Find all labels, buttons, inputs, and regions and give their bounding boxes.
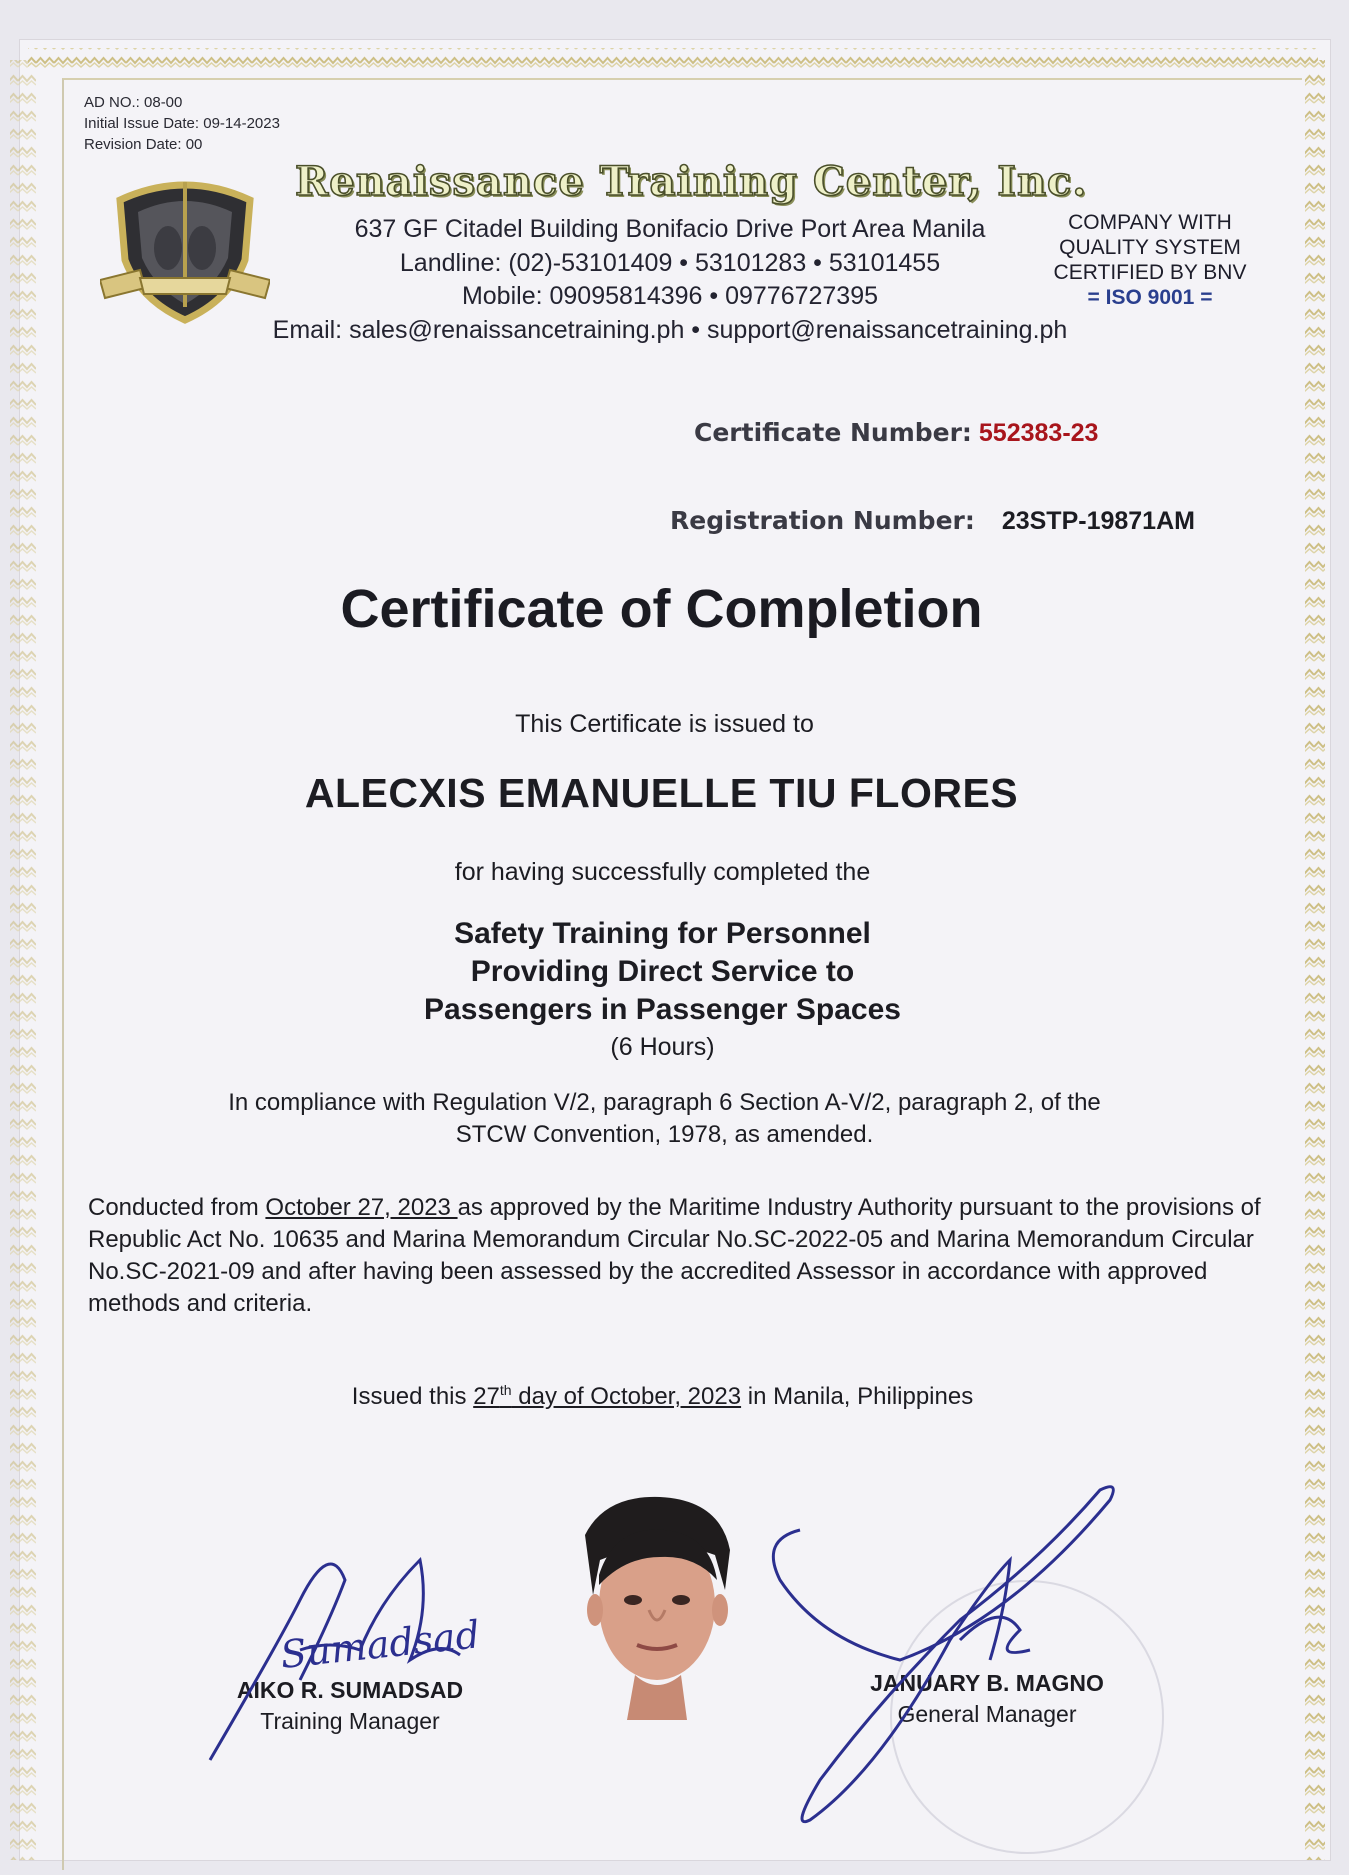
conducted-prefix: Conducted from xyxy=(88,1194,266,1221)
company-name: Renaissance Training Center, Inc. xyxy=(295,158,1088,205)
iso-badge: = ISO 9001 = xyxy=(1087,286,1213,309)
signer-training-manager xyxy=(225,1677,475,1735)
completed-text: for having successfully completed the xyxy=(454,858,871,886)
conducted-paragraph xyxy=(88,1192,1268,1320)
course-line-3: Passengers in Passenger Spaces xyxy=(424,993,901,1026)
signer-name: AIKO R. SUMADSAD xyxy=(236,1677,464,1703)
certificate-title: Certificate of Completion xyxy=(340,579,983,639)
conducted-date: October 27, 2023 xyxy=(265,1194,458,1221)
signer-title: General Manager xyxy=(897,1701,1077,1727)
company-landline: Landline: (02)-53101409 • 53101283 • 53101455 xyxy=(399,249,941,277)
issued-day-date xyxy=(473,1383,741,1410)
document-control-info xyxy=(84,92,280,155)
company-mobile: Mobile: 09095814396 • 09776727395 xyxy=(461,282,879,310)
certificate-number-row xyxy=(694,418,1098,448)
issued-day-suffix: th xyxy=(499,1382,512,1398)
initial-issue-date: Initial Issue Date: 09-14-2023 xyxy=(84,115,280,132)
issued-prefix: Issued this xyxy=(351,1383,474,1410)
issued-place: in Manila, Philippines xyxy=(741,1383,974,1410)
quality-line-3: CERTIFIED BY BNV xyxy=(1053,261,1247,284)
ad-number: AD NO.: 08-00 xyxy=(84,94,183,111)
course-hours: (6 Hours) xyxy=(610,1033,715,1061)
registration-number-label: Registration Number: xyxy=(670,506,975,535)
conducted-rest: as approved by the Maritime Industry Authority pursuant to the provisions of Republic Act No. 10635 and Marina Memorandum Circular No.SC-2022-05 and Marina Memorandum Circular No.SC-2021-09 and after having been assessed by the accredited Assessor in accordance with approved methods and criteria. xyxy=(88,1194,1261,1317)
signer-name: JANUARY B. MAGNO xyxy=(870,1670,1104,1696)
signature-sumadsad: Sumadsad xyxy=(278,1612,482,1677)
signer-title: Training Manager xyxy=(260,1708,440,1734)
certificate-number: 552383-23 xyxy=(978,419,1099,447)
course-line-1: Safety Training for Personnel xyxy=(454,917,871,950)
issued-month: day of October, 2023 xyxy=(511,1383,742,1410)
recipient-photo xyxy=(575,1495,740,1720)
quality-line-2: QUALITY SYSTEM xyxy=(1059,236,1241,259)
issued-to-text: This Certificate is issued to xyxy=(515,710,814,738)
certificate-number-label: Certificate Number: xyxy=(694,418,972,447)
issued-date-line xyxy=(0,1382,1337,1411)
company-email: Email: sales@renaissancetraining.ph • support@renaissancetraining.ph xyxy=(272,316,1068,344)
issued-day: 27 xyxy=(473,1383,500,1410)
quality-certification xyxy=(1040,210,1260,310)
course-title xyxy=(0,915,1337,1029)
compliance-line-2: STCW Convention, 1978, as amended. xyxy=(455,1121,874,1148)
compliance-line-1: In compliance with Regulation V/2, paragraph 6 Section A-V/2, paragraph 2, of the xyxy=(228,1089,1101,1116)
quality-line-1: COMPANY WITH xyxy=(1068,211,1232,234)
registration-number-row xyxy=(670,506,1195,536)
signer-general-manager xyxy=(852,1670,1122,1728)
course-line-2: Providing Direct Service to xyxy=(470,955,855,988)
revision-date: Revision Date: 00 xyxy=(84,136,203,153)
compliance-statement xyxy=(0,1087,1339,1151)
recipient-name: ALECXIS EMANUELLE TIU FLORES xyxy=(304,770,1019,816)
registration-number: 23STP-19871AM xyxy=(1001,507,1195,535)
company-address: 637 GF Citadel Building Bonifacio Drive Port Area Manila xyxy=(354,215,986,243)
